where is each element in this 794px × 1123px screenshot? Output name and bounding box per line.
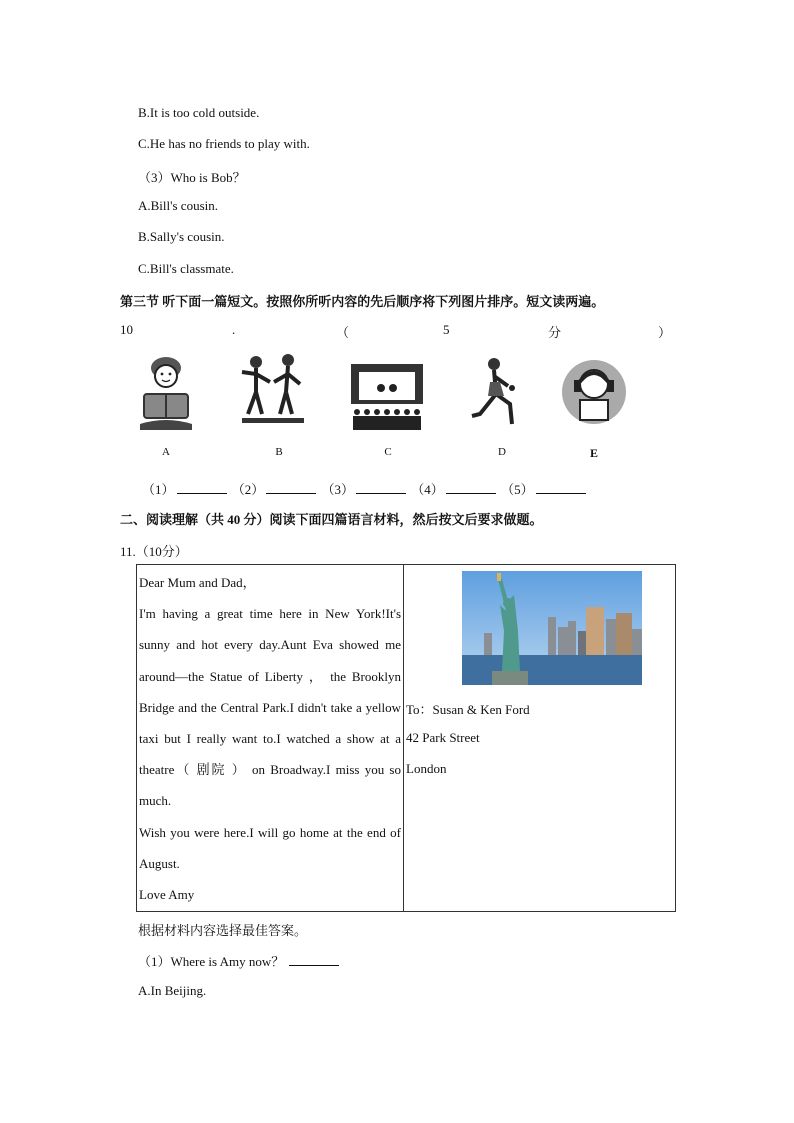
reading-boy-icon [126,352,206,434]
picture-label-e: E [589,446,598,460]
answer-slots-row [142,479,588,498]
address-to: To：Susan & Ken Ford [406,702,530,717]
question-10-paren-close: ） [658,325,672,340]
letter-greeting: Dear Mum and Dad， [139,575,256,590]
picture-label-b: B [275,446,283,458]
question-10-number: 10 [120,322,133,337]
postcard-address-side [404,565,676,912]
question-10-points: 5 [443,322,450,337]
answer-blank-1[interactable] [177,482,227,494]
question-11-1-text: （1）Where is Amy now？ [138,954,285,969]
postcard-table [136,564,676,912]
letter-closing: Wish you were here.I will go home at the end of August. [139,824,401,871]
address-street: 42 Park Street [406,730,480,745]
answer-slot-3-label: （3） [321,482,355,497]
dancing-couple-icon [232,352,312,434]
option-9-3-a: A.Bill's cousin. [138,198,218,213]
statue-of-liberty-photo [462,571,642,685]
question-11-label: 11.（10分） [120,544,188,559]
answer-slot-4-label: （4） [411,482,444,497]
question-10-paren-open: （ [336,325,350,340]
picture-label-d: D [498,446,506,458]
answer-slot-5-label: （5） [501,482,534,497]
question-10-points-unit: 分 [548,325,562,340]
option-9-3-b: B.Sally's cousin. [138,229,225,244]
cinema-audience-icon [347,352,427,434]
question-11-1 [138,951,341,970]
answer-slot-1-label: （1） [142,482,175,497]
answer-slot-2-label: （2） [231,482,265,497]
section3-heading: 第三节 听下面一篇短文。按照你所听内容的先后顺序将下列图片排序。短文读两遍。 [120,294,605,309]
option-9-2-c: C.He has no friends to play with. [138,136,310,151]
option-11-1-a: A.In Beijing. [138,983,207,998]
postcard-letter [137,565,404,912]
part2-heading: 二、阅读理解（共 40 分）阅读下面四篇语言材料，然后按文后要求做题。 [120,512,543,527]
option-9-3-c: C.Bill's classmate. [138,261,234,276]
address-city: London [406,761,447,776]
letter-signature: Love Amy [139,887,195,903]
answer-blank-11-1[interactable] [289,954,339,966]
question-10-dot: . [232,322,236,337]
q11-instruction: 根据材料内容选择最佳答案。 [138,923,308,938]
answer-blank-2[interactable] [266,482,316,494]
headphones-girl-icon [554,352,634,434]
answer-blank-5[interactable] [536,482,586,494]
answer-blank-4[interactable] [446,482,496,494]
kneeling-woman-icon [464,352,544,434]
question-9-3: （3）Who is Bob？ [138,170,246,185]
picture-label-c: C [384,446,392,458]
answer-blank-3[interactable] [356,482,406,494]
picture-label-a: A [162,446,170,458]
letter-body: I'm having a great time here in New York!It's sunny and hot every day.Aunt Eva showed me around—the Statue of Liberty ， the Brooklyn Bridge and the Central Park.I didn't take a yellow taxi but I really want to.I watched a show at a theatre（ 剧院 ） on Broadway.I miss you so much. [139,606,401,809]
option-9-2-b: B.It is too cold outside. [138,105,260,120]
